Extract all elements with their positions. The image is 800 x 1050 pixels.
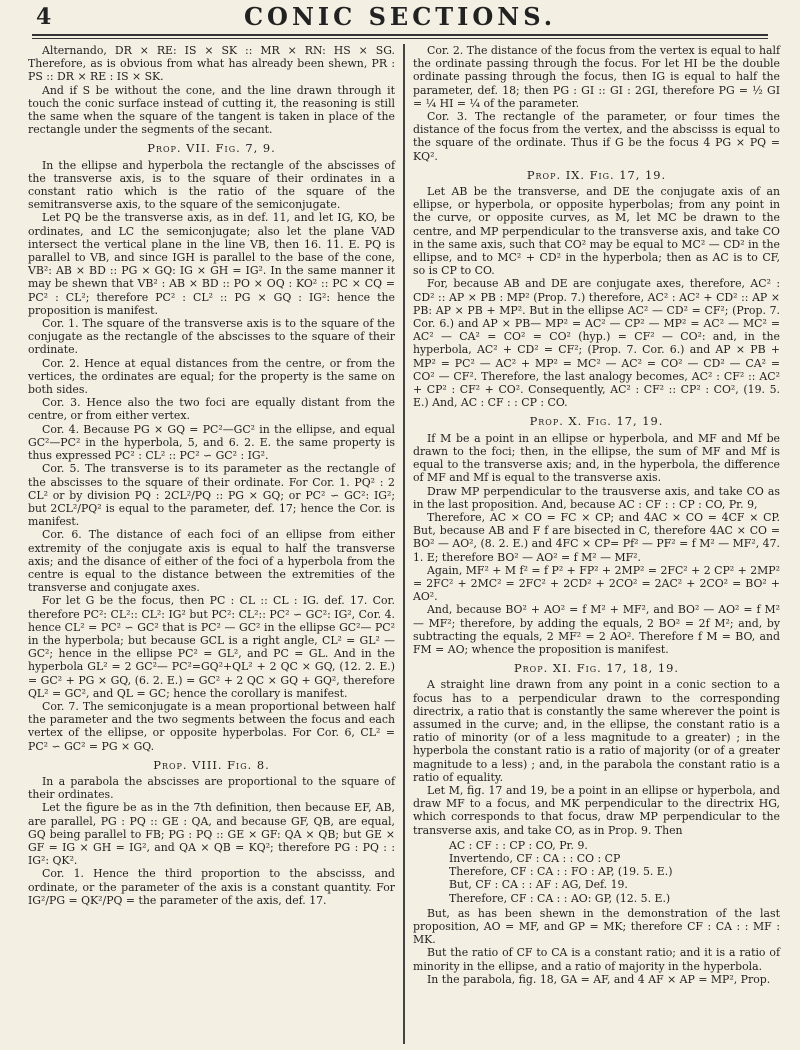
proposition-heading: Prop. VIII. Fig. 8. [153, 757, 270, 772]
paragraph: Let the figure be as in the 7th definition, then because EF, AB, are parallel, PG : PQ :: GE : QA, and because GF, QB, are equal, GQ being parallel to FB; PG : PQ :: GE × GF: QA × QB; but GE × GF = IG × GH = IG², and QA × QB = KQ²; therefore PG : PQ : : IG²: QK². [28, 801, 395, 868]
paragraph: For let G be the focus, then PC : CL :: CL : IG. def. 17. Cor. therefore PC²: CL²:: CL²: IG² but PC²: CL²:: PC² ∽ GC²: IG², Cor. 4. hence CL² = PC² ∽ GC² that is PC² — GC² in the ellipse GC²— PC² in the hyperbola; but because GCL is a right angle, CL² = GL² — GC²; hence in the ellipse PC² = GL², and PC = GL. And in the hyperbola GL² = 2 GC²— PC²=GQ²+QL² + 2 QC × GQ, (12. 2. E.) = GC² + PG × GQ, (6. 2. E.) = GC² + 2 QC × GQ + GQ², therefore QL² = GC², and QL = GC; hence the corollary is manifest. [28, 594, 395, 700]
paragraph: Let M, fig. 17 and 19, be a point in an ellipse or hyperbola, and draw MF to a focus, and MK perpendicular to the directrix HG, which corresponds to that focus, draw MP perpendicular to the transverse axis, and take CO, as in Prop. 9. Then [413, 783, 780, 837]
paragraph: But the ratio of CF to CA is a constant ratio; and it is a ratio of minority in the ellipse, and a ratio of majority in the hyperbola. [413, 946, 780, 973]
proportion-table [449, 839, 780, 905]
proportion-line: Therefore, CF : CA : : FO : AP, (19. 5. E.) [449, 865, 673, 879]
proportion-line: Therefore, CF : CA : : AO: GP, (12. 5. E.) [449, 891, 671, 905]
proposition-heading: Prop. XI. Fig. 17, 18, 19. [513, 661, 679, 676]
left-column [22, 44, 401, 1044]
paragraph: In the ellipse and hyperbola the rectangle of the abscisses of the transverse axis, is to the square of their ordinates in a constant ratio which is the ratio of the square of the semitransverse axis, to the square of the semiconjugate. [28, 158, 395, 212]
text-columns [22, 44, 786, 1044]
corollary: Cor. 3. The rectangle of the parameter, or four times the distance of the focus from the vertex, and the abscisss is equal to the square of the ordinate. Thus if G be the focus 4 PG × PQ = KQ². [413, 110, 780, 163]
right-column [407, 44, 786, 1044]
corollary: Cor. 1. The square of the transverse axis is to the square of the conjugate as the rectangle of the abscisses to the square of their ordinate. [28, 317, 395, 357]
corollary: Cor. 7. The semiconjugate is a mean proportional between half the parameter and the two segments between the focus and each vertex of the ellipse, or opposite hyperbolas. For Cor. 6, CL² = PC² ∽ GC² = PG × GQ. [28, 699, 395, 753]
corollary: Cor. 4. Because PG × GQ = PC²—GC² in the ellipse, and equal GC²—PC² in the hyperbola, 5, and 6. 2. E. the same property is thus expressed PC² : CL² :: PC² ∽ GC² : IG². [28, 422, 395, 463]
corollary: Cor. 1. Hence the third proportion to the abscisss, and ordinate, or the parameter of the axis is a constant quantity. For IG²/PG = QK²/PQ = the parameter of the axis, def. 17. [28, 867, 395, 907]
paragraph: And, because BO² + AO² = f M² + MF², and BO² — AO² = f M² — MF²; therefore, by adding the equals, 2 BO² = 2f M²; and, by subtracting the equals, 2 MF² = 2 AO². Therefore f M = BO, and FM = AO; whence the proposition is manifest. [413, 603, 780, 656]
paragraph: Alternando, DR × RE: IS × SK :: MR × RN: HS × SG. Therefore, as is obvious from what has already been shewn, PR : PS :: DR × RE : IS × SK. [28, 44, 395, 84]
page-number: 4 [36, 4, 52, 30]
paragraph: Again, MF² + M f² = f P² + FP² + 2MP² = 2FC² + 2 CP² + 2MP² = 2FC² + 2MC² = 2FC² + 2CD² + 2CO² = 2AC² + 2CO² = BO² + AO². [413, 563, 780, 604]
running-title: CONIC SECTIONS. [243, 2, 557, 31]
proportion-line: Invertendo, CF : CA : : CO : CP [449, 851, 621, 865]
paragraph: Draw MP perpendicular to the trausverse axis, and take CO as in the last proposition. And, because AC : CF : : CP : CO, Pr. 9, [413, 484, 780, 511]
corollary: Cor. 6. The distance of each foci of an ellipse from either extremity of the conjugate axis is equal to half the transverse axis; and the disance of either of the foci of a hyperbola from the centre is equal to the distance between the extremities of the transverse and conjugate axes. [28, 528, 395, 595]
corollary: Cor. 3. Hence also the two foci are equally distant from the centre, or from either vertex. [28, 396, 395, 423]
column-divider [403, 44, 405, 1044]
page-header [20, 0, 780, 38]
header-rule [32, 34, 768, 39]
proposition-heading: Prop. X. Fig. 17, 19. [529, 414, 664, 429]
proposition-heading: Prop. VII. Fig. 7, 9. [147, 141, 276, 156]
paragraph: A straight line drawn from any point in a conic section to a focus has to a perpendicular drawn to the corresponding directrix, a ratio that is constantly the same wherever the point is assumed in the curve; and, in the ellipse, the constant ratio is a ratio of minority (or of a less magnitude to a greater) ; in the hyperbola the constant ratio is a ratio of majority (or of a greater magnitude to a less) ; and, in the parabola the constant ratio is a ratio of equality. [413, 678, 780, 784]
proposition-heading: Prop. IX. Fig. 17, 19. [526, 167, 667, 182]
corollary: Cor. 2. The distance of the focus from the vertex is equal to half the ordinate passing through the focus. For let HI be the double ordinate passing through the focus, then IG is equal to half the parameter, def. 18; then PG : GI :: GI : 2GI, therefore PG = ½ GI = ¼ HI = ¼ of the parameter. [413, 44, 780, 110]
paragraph: Let AB be the transverse, and DE the conjugate axis of an ellipse, or hyperbola, or opposite hyperbolas; from any point in the curve, or opposite curves, as M, let MC be drawn to the centre, and MP perpendicular to the transverse axis, and take CO in the same axis, such that CO² may be equal to MC² — CD² in the ellipse, and to MC² + CD² in the hyperbola; then as AC is to CF, so is CP to CO. [413, 185, 780, 278]
paragraph: For, because AB and DE are conjugate axes, therefore, AC² : CD² :: AP × PB : MP² (Prop. 7.) therefore, AC² : AC² + CD² :: AP × PB: AP × PB + MP². But in the ellipse AC² — CD² = CF²; (Prop. 7. Cor. 6.) and AP × PB— MP² = AC² — CP² — MP² = AC² — MC² = AC² — CA² = CO² = CO² (hyp.) = CF² — CO²: and, in the hyperbola, AC² + CD² = CF²; (Prop. 7. Cor. 6.) and AP × PB + MP² = PC² — AC² + MP² = MC² — AC² = CO² — CD² — CA² = CO² — CF². Therefore, the last analogy becomes, AC² : CF² :: AC² + CP² : CF² + CO². Consequently, AC² : CF² :: CP² : CO², (19. 5. E.) And, AC : CF : : CP : CO. [413, 277, 780, 410]
paragraph: Therefore, AC × CO = FC × CP; and 4AC × CO = 4CF × CP. But, because AB and F f are bisected in C, therefore 4AC × CO = BO² — AO², (8. 2. E.) and 4FC × CP= Pf² — PF² = f M² — MF², 47. 1. E; therefore BO² — AO² = f M² — MF². [413, 510, 780, 564]
proportion-line: But, CF : CA : : AF : AG, Def. 19. [449, 878, 628, 892]
proportion-line: AC : CF : : CP : CO, Pr. 9. [449, 838, 588, 852]
corollary: Cor. 5. The transverse is to its parameter as the rectangle of the abscisses to the square of their ordinate. For Cor. 1. PQ² : 2 CL² or by division PQ : 2CL²/PQ :: PG × GQ; or PC² ∽ GC²: IG²; but 2CL²/PQ² is equal to the parameter, def. 17; hence the Cor. is manifest. [28, 462, 395, 529]
paragraph: But, as has been shewn in the demonstration of the last proposition, AO = MF, and GP = MK; therefore CF : CA : : MF : MK. [413, 906, 780, 947]
paragraph: If M be a point in an ellipse or hyperbola, and MF and Mf be drawn to the foci; then, in the ellipse, the sum of MF and Mf is equal to the transverse axis; and, in the hyperbola, the difference of MF and Mf is equal to the transverse axis. [413, 431, 780, 485]
paragraph: In a parabola the abscisses are proportional to the square of their ordinates. [28, 774, 395, 802]
corollary: Cor. 2. Hence at equal distances from the centre, or from the vertices, the ordinates are equal; for the property is the same on both sides. [28, 356, 395, 397]
paragraph: Let PQ be the transverse axis, as in def. 11, and let IG, KO, be ordinates, and LC the semiconjugate; also let the plane VAD intersect the vertical plane in the line VB, then 16. 11. E. PQ is parallel to VB, and since IGH is parallel to the base of the cone, VB²: AB × BD :: PG × GQ: IG × GH = IG². In the same manner it may be shewn that VB² : AB × BD :: PO × OQ : KO² :: PC × CQ = PC² : CL²; therefore PC² : CL² :: PG × GQ : IG²: hence the proposition is manifest. [28, 211, 395, 317]
paragraph: In the parabola, fig. 18, GA = AF, and 4 AF × AP = MP², Prop. [427, 972, 771, 986]
paragraph: And if S be without the cone, and the line drawn through it touch the conic surface instead of cutting it, the reasoning is still the same when the square of the tangent is taken in place of the rectangle under the segments of the secant. [28, 83, 395, 137]
